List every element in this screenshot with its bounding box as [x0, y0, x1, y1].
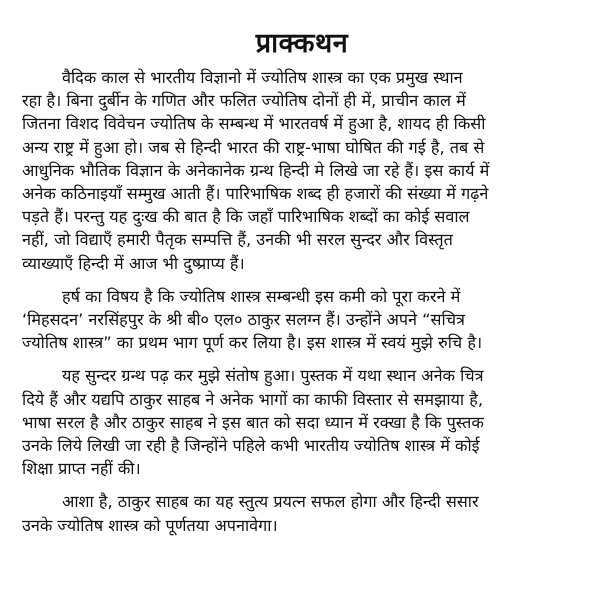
- paragraph-line: उनके ज्योतिष शास्त्र को पूर्णतया अपनावेगा।: [22, 515, 278, 535]
- paragraph-line: शिक्षा प्राप्त नहीं की।: [22, 459, 141, 479]
- paragraph-line: नहीं, जो विद्याएँ हमारी पैतृक सम्पत्ति हैं, उनकी भी सरल सुन्दर और विस्तृत: [22, 230, 453, 250]
- paragraph-line: आशा है, ठाकुर साहब का यह स्तुत्य प्रयत्न सफल होगा और हिन्दी ससार: [62, 492, 479, 512]
- paragraph-4: [22, 490, 582, 536]
- paragraph-line: वैदिक काल से भारतीय विज्ञानो में ज्योतिष शास्त्र का एक प्रमुख स्थान: [62, 68, 463, 87]
- paragraph-line: भाषा सरल है और ठाकुर साहब ने इस बात को सदा ध्यान में रक्खा है कि पुस्तक: [22, 412, 484, 432]
- paragraph-gap: [22, 354, 582, 364]
- paragraph-line: दिये हैं और यद्यपि ठाकुर साहब ने अनेक भागों का काफी विस्तार से समझाया है,: [22, 389, 484, 409]
- paragraph-gap: [22, 480, 582, 490]
- paragraph-3: [22, 364, 582, 480]
- paragraph-line: अन्य राष्ट्र में हुआ हो। जब से हिन्दी भारत की राष्ट्र-भाषा घोषित की गई है, तब से: [22, 137, 485, 157]
- paragraph-line: आधुनिक भौतिक विज्ञान के अनेकानेक ग्रन्थ हिन्दी मे लिखे जा रहे हैं। इस कार्य में: [22, 160, 490, 180]
- paragraph-line: उनके लिये लिखी जा रही है जिन्होंने पहिले कभी भारतीय ज्योतिष शास्त्र में कोई: [22, 436, 480, 456]
- paragraph-line: अनेक कठिनाइयाँ सम्मुख आती हैं। पारिभाषिक शब्द ही हजारों की संख्या में गढ़ने: [22, 184, 489, 204]
- paragraph-line: जितना विशद विवेचन ज्योतिष के सम्बन्ध में भारतवर्ष में हुआ है, शायद ही किसी: [22, 114, 486, 134]
- paragraph-line: व्याख्याएँ हिन्दी में आज भी दुष्प्राप्य हैं।: [22, 253, 245, 273]
- paragraph-1: [22, 66, 582, 275]
- paragraph-line: ज्योतिष शास्त्र” का प्रथम भाग पूर्ण कर लिया है। इस शास्त्र में स्वयं मुझे रुचि है।: [22, 333, 483, 353]
- page-title: प्राक्कथन: [255, 28, 349, 59]
- paragraph-line: ‘मिहसदन’ नरसिंहपुर के श्री बी० एल० ठाकुर सलग्न हैं। उन्होंने अपने “सचित्र: [22, 310, 465, 330]
- paragraph-gap: [22, 275, 582, 285]
- paragraph-2: [22, 285, 582, 355]
- paragraph-line: रहा है। बिना दुर्बीन के गणित और फलित ज्योतिष दोनों ही में, प्राचीन काल में: [22, 91, 466, 111]
- paragraph-line: हर्ष का विषय है कि ज्योतिष शास्त्र सम्बन्धी इस कमी को पूरा करने में: [62, 286, 461, 306]
- paragraph-line: यह सुन्दर ग्रन्थ पढ़ कर मुझे संतोष हुआ। पुस्तक में यथा स्थान अनेक चित्र: [62, 366, 484, 386]
- paragraph-line: पड़ते हैं। परन्तु यह दुःख की बात है कि जहाँ पारिभाषिक शब्दों का कोई सवाल: [22, 207, 470, 227]
